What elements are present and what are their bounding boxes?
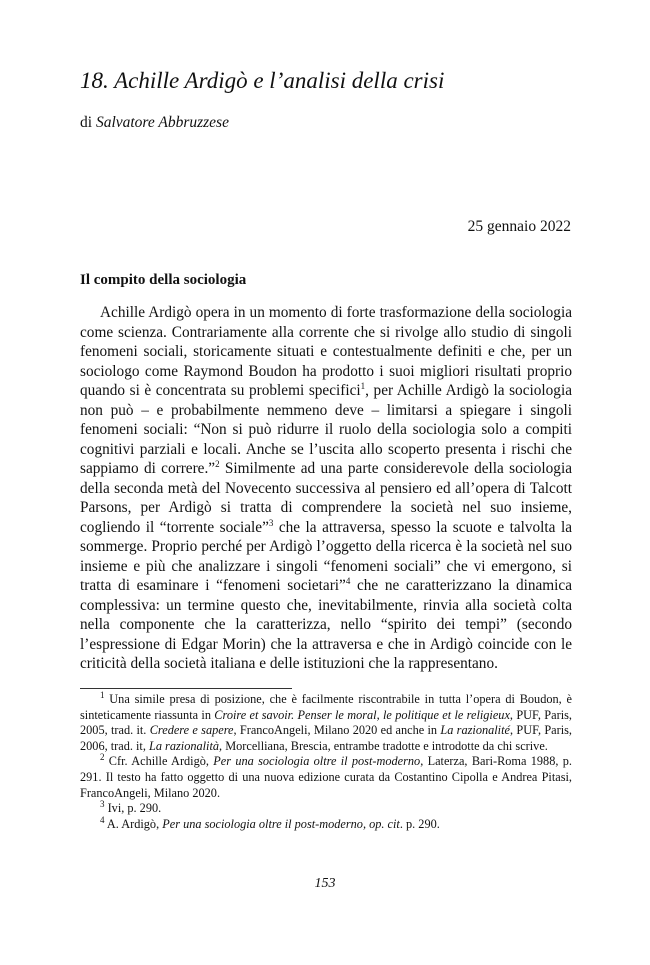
author-line: [80, 114, 229, 132]
page-number: 153: [314, 876, 336, 891]
footnote-title: Per una sociologia oltre il post-moderno, op. cit: [162, 816, 400, 831]
author-name: Salvatore Abbruzzese: [95, 114, 229, 131]
body-paragraph: [80, 303, 572, 674]
footnote-separator: [80, 688, 292, 689]
footnote-text: Morcelliana, Brescia, entrambe tradotte e introdotte da chi scrive.: [222, 738, 548, 753]
footnote-number: 4: [100, 814, 105, 825]
section-heading: Il compito della sociologia: [80, 272, 247, 288]
footnote-text: Una simile presa di posizione, che è facilmente riscontrabile in tutta l’opera di Boudon, è sinteticamente riassunta in: [80, 692, 572, 722]
body-text-part: Similmente ad una parte considerevole della sociologia della seconda metà del Novecento successiva al pensiero ed all’opera di Talcott Parsons, per Ardigò si tratta di comprendere la società nel suo insieme, cogliendo il “torrente sociale”: [80, 460, 572, 536]
footnote-ref-2: 2: [215, 458, 220, 469]
footnote-title: Per una sociologia oltre il post-moderno: [213, 754, 421, 769]
footnote-text: , FrancoAngeli, Milano 2020 ed anche in: [233, 723, 441, 738]
footnote-number: 1: [100, 689, 105, 700]
footnote-title: La razionalité: [440, 723, 510, 738]
body-text-part: , per Achille Ardigò la sociologia non può – e probabilmente nemmeno deve – limitarsi a spiegare i singoli fenomeni sociali: “Non si può ridurre il ruolo della sociologia solo a compiti cognitivi parziali e locali. Anche se l’uscita allo scoperto presenta i rischi che sappiamo di correre.”: [80, 382, 572, 477]
body-text-part: che la attraversa, spesso la scuote e talvolta la sommerge. Proprio perché per Ardigò l’oggetto della ricerca è la società nel suo insieme e più che analizzare i singoli “fenomeni sociali” che vi emergono, si tratta di esaminare i “fenomeni societari”: [80, 518, 572, 594]
footnote-title: La razionalità,: [149, 738, 223, 753]
footnote-text: , PUF, Paris, 2006, trad. it,: [80, 723, 572, 753]
footnote-text: Ivi, p. 290.: [104, 801, 162, 816]
footnote-text: , Laterza, Bari-Roma 1988, p. 291. Il testo ha fatto oggetto di una nuova edizione curata da Costantino Cipolla e Andrea Pitasi, FrancoAngeli, Milano 2020.: [80, 754, 572, 800]
footnote-3: [80, 801, 572, 817]
footnote-4: [80, 814, 572, 833]
footnote-ref-4: 4: [345, 575, 351, 586]
footnote-text: A. Ardigò,: [104, 816, 163, 831]
footnote-number: 2: [100, 752, 105, 763]
body-text-part: Achille Ardigò opera in un momento di forte trasformazione della sociologia come scienza. Contrariamente alla corrente che si rivolge allo studio di singoli fenomeni sociali, storicamente situati e contestualmente definiti e che, per un sociologo come Raymond Boudon ha prodotto i suoi migliori risultati proprio quando si è concentrata su problemi specifici: [80, 304, 572, 399]
date: 25 gennaio 2022: [467, 218, 571, 235]
footnote-text: Cfr. Achille Ardigò,: [104, 754, 214, 769]
footnote-title: Credere e sapere: [149, 723, 234, 738]
footnote-2: [80, 754, 572, 801]
body-text-part: che ne caratterizzano la dinamica complessiva: un termine questo che, inevitabilmente, rinvia alla società colta nella componente che la caratterizza, nello “spirito dei tempi” (secondo l’espressione di Edgar Morin) che la attraversa e che in Ardigò coincide con le criticità della società italiana e delle istituzioni che la rappresentano.: [80, 577, 573, 672]
footnote-ref-1: 1: [360, 380, 366, 391]
footnote-ref-3: 3: [268, 517, 274, 528]
chapter-title: 18. Achille Ardigò e l’analisi della crisi: [80, 68, 445, 93]
footnote-title: Croire et savoir. Penser le moral, le politique et le religieux: [214, 707, 510, 722]
footnote-text: , PUF, Paris, 2005, trad. it.: [80, 707, 572, 738]
footnote-number: 3: [100, 799, 105, 810]
footnote-text: . p. 290.: [399, 816, 440, 831]
footnotes: [80, 689, 572, 832]
footnote-1: [80, 689, 572, 754]
author-prefix: di: [80, 114, 96, 131]
